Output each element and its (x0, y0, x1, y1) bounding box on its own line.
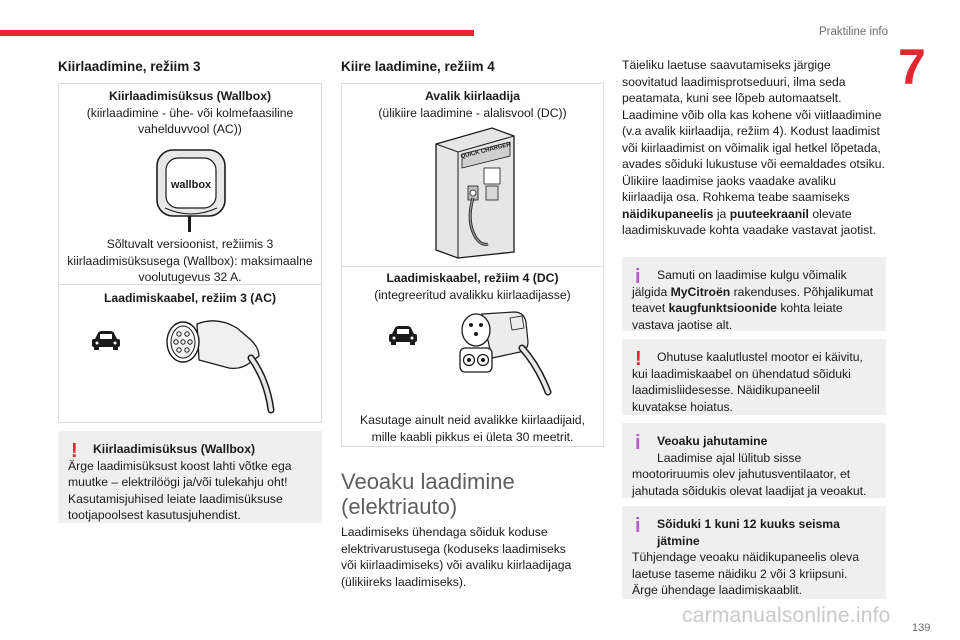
bold-run: MyCitroën (670, 284, 731, 299)
mode3-cable-title: Laadimiskaabel, režiim 3 (AC) (103, 291, 277, 305)
header-accent-bar (0, 30, 474, 36)
info-title: Veoaku jahutamine (657, 434, 768, 448)
engine-start-warning-notice (622, 339, 886, 415)
warning-text: Ärge laadimisüksust koost lahti võtke ega muutke – elektrilöögi ja/või tulekahju oht! Kasutamisjuhised leiate laadimisüksuse tootjapoolsest kasutusjuhendist. (68, 458, 292, 522)
info-text: Tühjendage veoaku näidikupaneelis oleva laetuse taseme näidiku 2 või 3 kriipsuni. Ärge ühendage laadimiskaablit. (632, 550, 859, 597)
wallbox-illustration (153, 148, 229, 234)
info-icon: i (635, 432, 641, 454)
wallbox-subtitle: (kiirlaadimine - ühe- või kolmefaasiline vahelduvvool (AC)) (86, 105, 294, 136)
watermark: carmanualsonline.info (682, 604, 891, 627)
wallbox-warning-notice (58, 431, 322, 523)
text-run: kohta leiate vastava jaotise alt. (632, 301, 843, 332)
traction-battery-heading (341, 469, 515, 519)
car-icon (388, 324, 418, 346)
heading-line-2: (elektriauto) (341, 494, 458, 519)
box-divider (342, 266, 603, 267)
car-icon (91, 329, 121, 351)
quick-charger-illustration (430, 126, 520, 260)
bold-run: puuteekraanil (729, 206, 809, 221)
info-icon: i (635, 266, 641, 288)
storage-info-notice (622, 506, 886, 599)
section-label: Praktiline info (818, 26, 888, 38)
wallbox-note: Sõltuvalt versioonist, režiimis 3 kiirlaadimisüksusega (Wallbox): maksimaalne voolutugevus 32 A. (67, 237, 313, 284)
warning-icon: ! (71, 440, 78, 462)
charging-intro-paragraph: Laadimiseks ühendaga sõiduk koduse elektrivarustusega (koduseks laadimiseks või kiirlaadimiseks) või avaliku kiirlaadijaga (ülikiireks laadimiseks). (341, 525, 572, 589)
wallbox-logo-text: wallbox (170, 179, 212, 191)
text-run: ja (713, 206, 730, 221)
wallbox-info-box (58, 83, 322, 423)
ccs-plug-illustration (452, 308, 552, 396)
quick-charger-info-box (341, 83, 604, 447)
text-run: Täieliku laetuse saavutamiseks järgige soovitatud laadimisprotseduuri, ilma seda peatamata, kuni see lõpeb automaatselt. Laadimine võib olla kas kohene või viitlaadimine (v.a avalik kiirlaadija, režiim 4). Kodust laadimist või kiirlaadimist on võimalik igal hetkel lõpetada, avades sõiduki lukustuse või eemaldades otsiku. Ülikiire laadimise jaoks vaadake avaliku kiirlaadija osa. Rohkema teabe saamiseks (622, 58, 885, 204)
warning-title: Kiirlaadimisüksus (Wallbox) (93, 442, 256, 456)
heading-line-1: Veoaku laadimine (341, 469, 515, 494)
box-divider (59, 284, 321, 285)
charging-procedure-paragraph (622, 57, 886, 239)
bold-run: kaugfunktsioonide (668, 301, 777, 315)
bold-run: näidikupaneelis (622, 206, 714, 221)
text-run: rakenduses. Põhjalikumat teavet (632, 284, 874, 315)
col1-heading: Kiirlaadimine, režiim 3 (58, 59, 201, 74)
page-number: 139 (912, 622, 931, 634)
info-text: Laadimise ajal lülitub sisse mootoriruumis olev jahutusventilaator, et jahutada sõidukis olevat laadijat ja veoakut. (632, 450, 867, 498)
text-run: olevate laadimiskuvade kohta vaadake vastavat jaotist. (622, 206, 877, 237)
quick-charger-sign-text: QUICK CHARGER (460, 141, 512, 161)
mycitroen-info-notice (622, 257, 886, 331)
info-title: Sõiduki 1 kuni 12 kuuks seisma jätmine (657, 517, 840, 548)
col2-heading: Kiire laadimine, režiim 4 (341, 59, 495, 74)
warning-icon: ! (635, 348, 642, 370)
warning-text: Ohutuse kaalutlustel mootor ei käivitu, kui laadimiskaabel on ühendatud sõiduki laadimisliidesesse. Näidikupaneelil kuvatakse hoiatus. (632, 350, 863, 414)
chapter-number: 7 (898, 39, 926, 95)
type2-plug-illustration (159, 310, 289, 414)
public-charger-subtitle: (ülikiire laadimine - alalisvool (DC)) (378, 105, 567, 120)
public-charger-title: Avalik kiirlaadija (424, 89, 521, 103)
text-run: Samuti on laadimise kulgu võimalik jälgida (632, 268, 847, 299)
mode4-cable-note: Kasutage ainult neid avalikke kiirlaadijaid, mille kaabli pikkus ei ületa 30 meetrit. (360, 413, 585, 444)
mode4-cable-subtitle: (integreeritud avalikku kiirlaadijasse) (374, 287, 571, 302)
info-icon: i (635, 515, 641, 537)
wallbox-title: Kiirlaadimisüksus (Wallbox) (108, 89, 272, 103)
battery-cooling-info-notice (622, 423, 886, 498)
mode4-cable-title: Laadimiskaabel, režiim 4 (DC) (386, 271, 559, 285)
